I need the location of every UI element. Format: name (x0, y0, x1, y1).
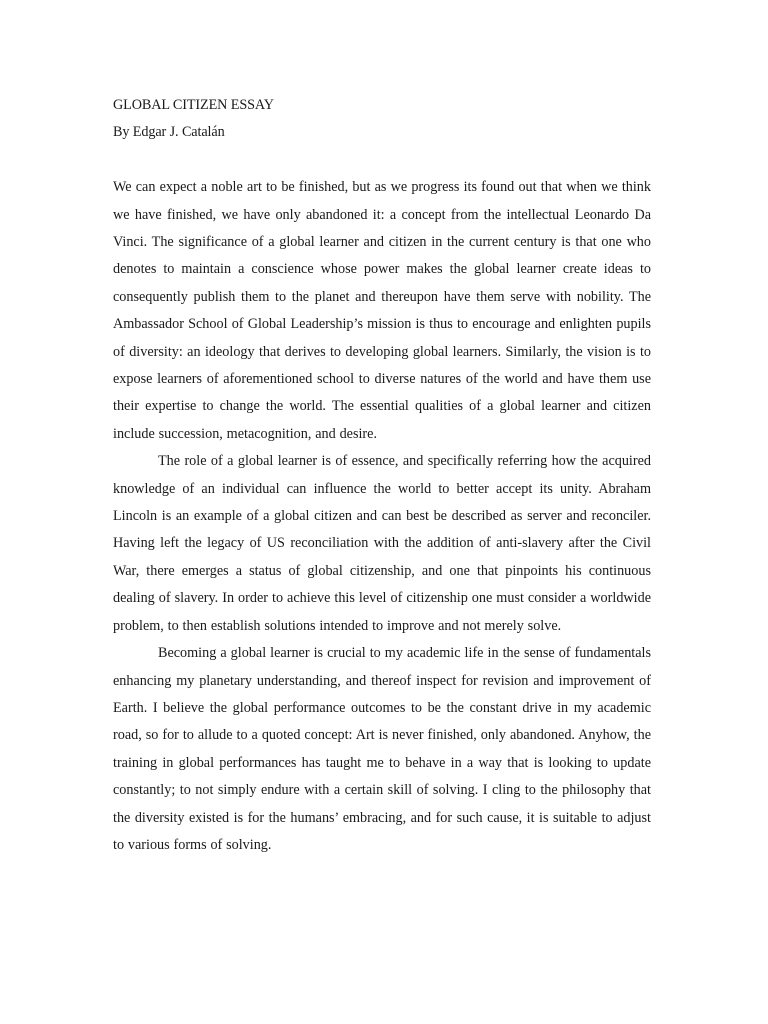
paragraph-academic: Becoming a global learner is crucial to my academic life in the sense of fundamentals enhancing my planetary understanding, and thereof inspect for revision and improvement of Earth. I believe the global performance outcomes to be the constant drive in my academic road, so for to allude to a quoted concept: Art is never finished, only abandoned. Anyhow, the training in global performances has taught me to behave in a way that is looking to update constantly; to not simply endure with a certain skill of solving. I cling to the philosophy that the diversity existed is for the humans’ embracing, and for such cause, it is suitable to adjust to various forms of solving. (113, 645, 651, 853)
essay-body (113, 92, 651, 859)
blank-line (113, 147, 651, 174)
essay-title: GLOBAL CITIZEN ESSAY (113, 97, 274, 113)
paragraph-role: The role of a global learner is of essence, and specifically referring how the acquired knowledge of an individual can influence the world to better accept its unity. Abraham Lincoln is an example of a global citizen and can best be described as server and reconciler. Having left the legacy of US reconciliation with the addition of anti-slavery after the Civil War, there emerges a status of global citizenship, and one that pinpoints his continuous dealing of slavery. In order to achieve this level of citizenship one must consider a worldwide problem, to then establish solutions intended to improve and not merely solve. (113, 453, 651, 634)
paragraph-intro: We can expect a noble art to be finished, but as we progress its found out that when we think we have finished, we have only abandoned it: a concept from the intellectual Leonardo Da Vinci. The significance of a global learner and citizen in the current century is that one who denotes to maintain a conscience whose power makes the global learner create ideas to consequently publish them to the planet and thereupon have them serve with nobility. The Ambassador School of Global Leadership’s mission is thus to encourage and enlighten pupils of diversity: an ideology that derives to developing global learners. Similarly, the vision is to expose learners of aforementioned school to diverse natures of the world and have them use their expertise to change the world. The essential qualities of a global learner and citizen include succession, metacognition, and desire. (113, 179, 651, 442)
essay-byline: By Edgar J. Catalán (113, 124, 225, 141)
